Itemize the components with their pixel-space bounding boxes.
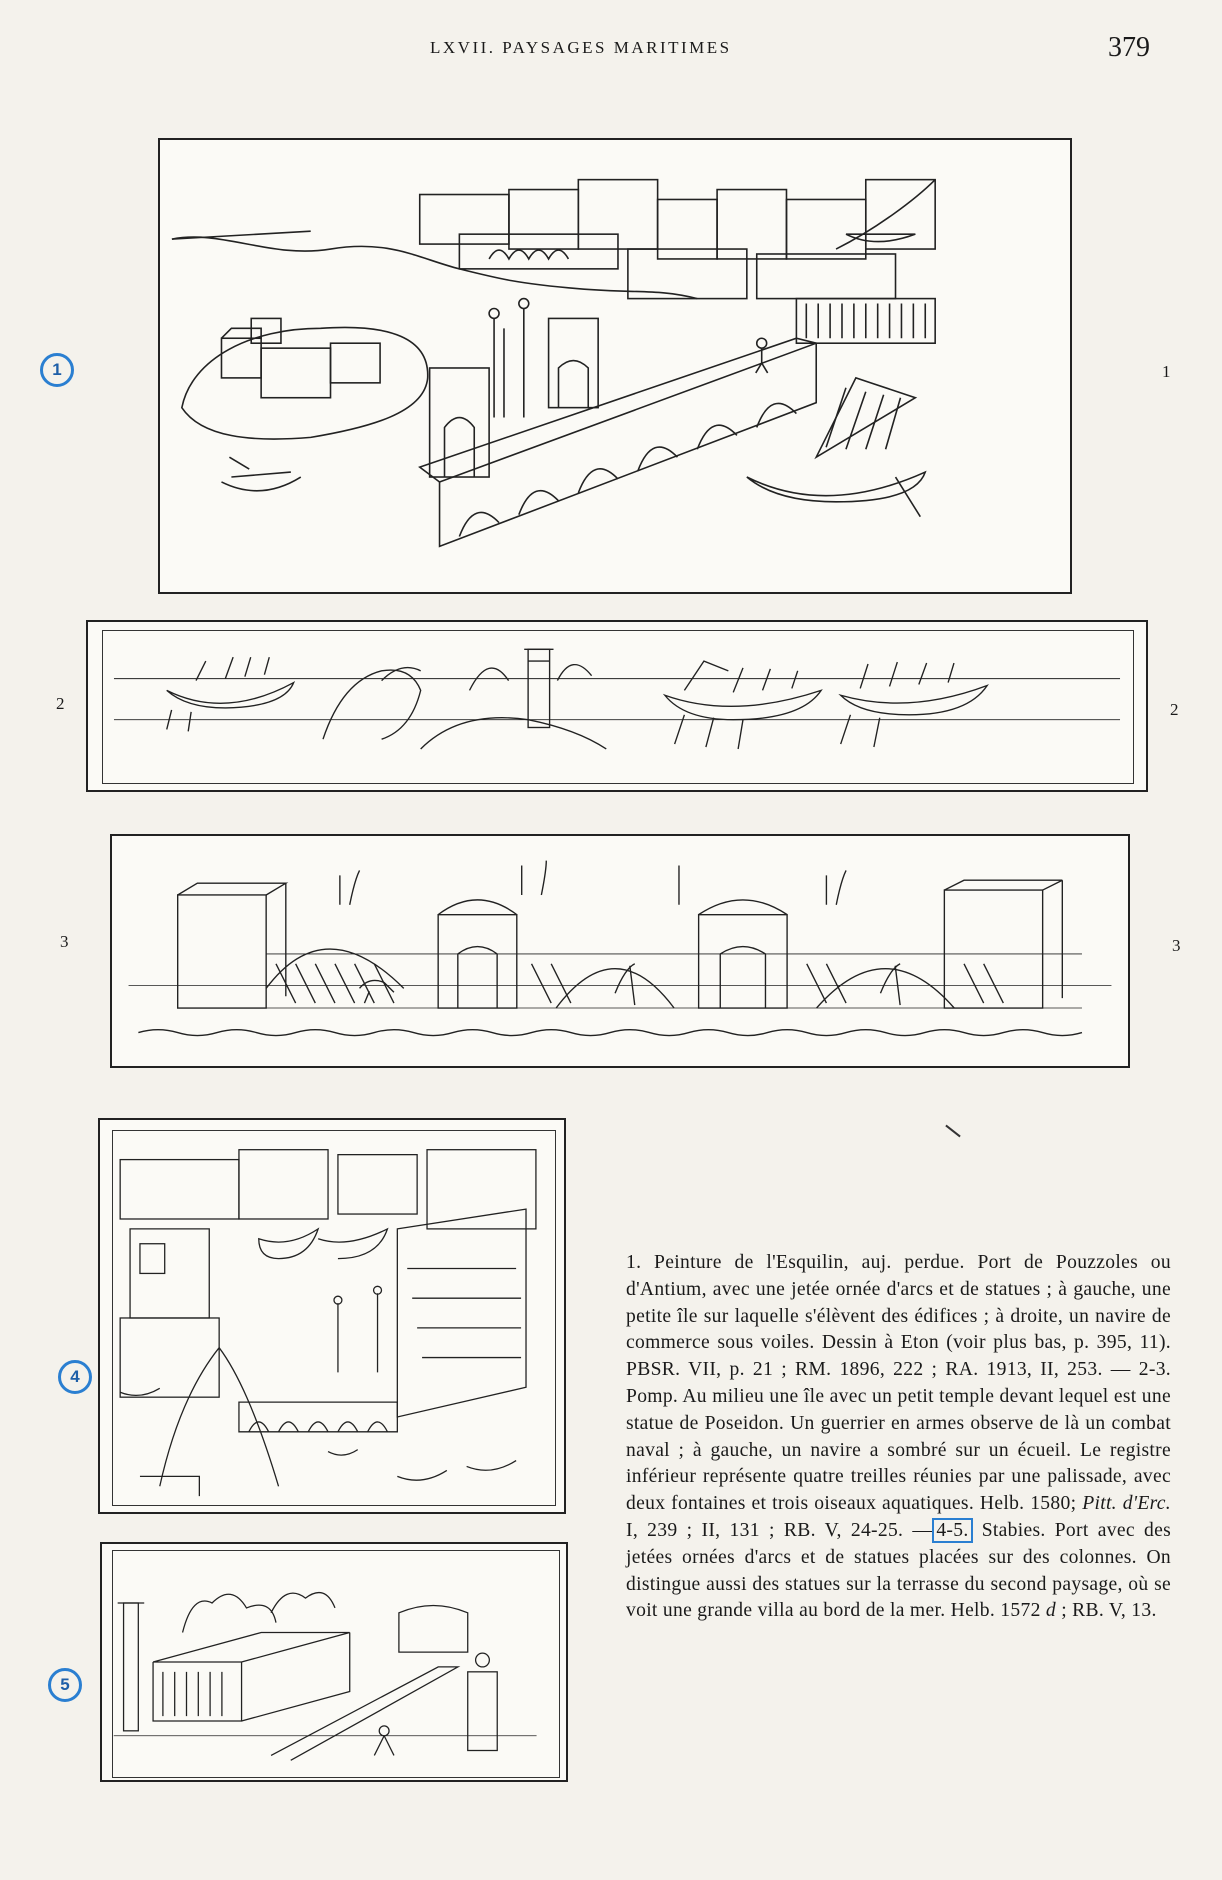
figure-3-label-right: 3 <box>1172 936 1181 955</box>
figure-4-illustration <box>100 1120 564 1512</box>
caption-text-part-3: Stabies. Port avec des jetées ornées d'arcs et de statues placées sur des colonnes. On distingue aussi des statues sur la terrasse du second paysage, où se voit une grande villa au bord de la mer. Helb. 1572 <box>626 1519 1172 1622</box>
figure-5-illustration <box>102 1544 566 1780</box>
caption-italic-pitt: Pitt. d'Erc. <box>1082 1493 1171 1515</box>
caption-text-part-1: 1. Peinture de l'Esquilin, auj. perdue. Port de Pouzzoles ou d'Antium, avec une jetée ornée d'arcs et de statues ; à gauche, une petite île sur laquelle s'élèvent des édifices ; à droite, un navire de commerce sous voiles. Dessin à Eton (voir plus bas, p. 395, 11). PBSR. VII, p. 21 ; RM. 1896, 222 ; RA. 1913, II, 253. — 2-3. Pomp. Au milieu une île avec un petit temple devant lequel est une statue de Poseidon. Un guerrier en armes observe de là un combat naval ; à gauche, un navire a sombré sur un écueil. Le registre inférieur représente quatre treilles réunies par une palissade, avec deux fontaines et trois oiseaux aquatiques. Helb. 1580; <box>626 1252 1171 1515</box>
figure-2-label-left: 2 <box>56 694 65 713</box>
figure-1-illustration <box>160 140 1070 592</box>
figure-1-label-right: 1 <box>1162 362 1171 381</box>
figure-4-stabiae-port-drawing <box>98 1118 566 1514</box>
caption-text-part-2: I, 239 ; II, 131 ; RB. V, 24-25. — <box>626 1519 933 1541</box>
figure-1-annotation-circle: 1 <box>40 353 74 387</box>
figure-1-port-drawing <box>158 138 1072 594</box>
figure-5-villa-drawing <box>100 1542 568 1782</box>
caption-italic-d: d <box>1045 1600 1056 1622</box>
page-number: 379 <box>1108 32 1150 63</box>
figure-2-label-right: 2 <box>1170 700 1179 719</box>
running-title: LXVII. PAYSAGES MARITIMES <box>430 38 732 57</box>
figure-2-illustration <box>88 622 1146 790</box>
caption-highlighted-ref: 4-5. <box>932 1518 972 1543</box>
figure-3-trellis-drawing <box>110 834 1130 1068</box>
figure-caption <box>626 1250 1171 1625</box>
stray-pen-mark <box>945 1125 960 1138</box>
figure-2-naval-combat-drawing <box>86 620 1148 792</box>
figure-3-label-left: 3 <box>60 932 69 951</box>
figure-3-illustration <box>112 836 1128 1066</box>
figure-4-annotation-circle: 4 <box>58 1360 92 1394</box>
caption-text-part-4: ; RB. V, 13. <box>1061 1600 1157 1622</box>
figure-5-annotation-circle: 5 <box>48 1668 82 1702</box>
